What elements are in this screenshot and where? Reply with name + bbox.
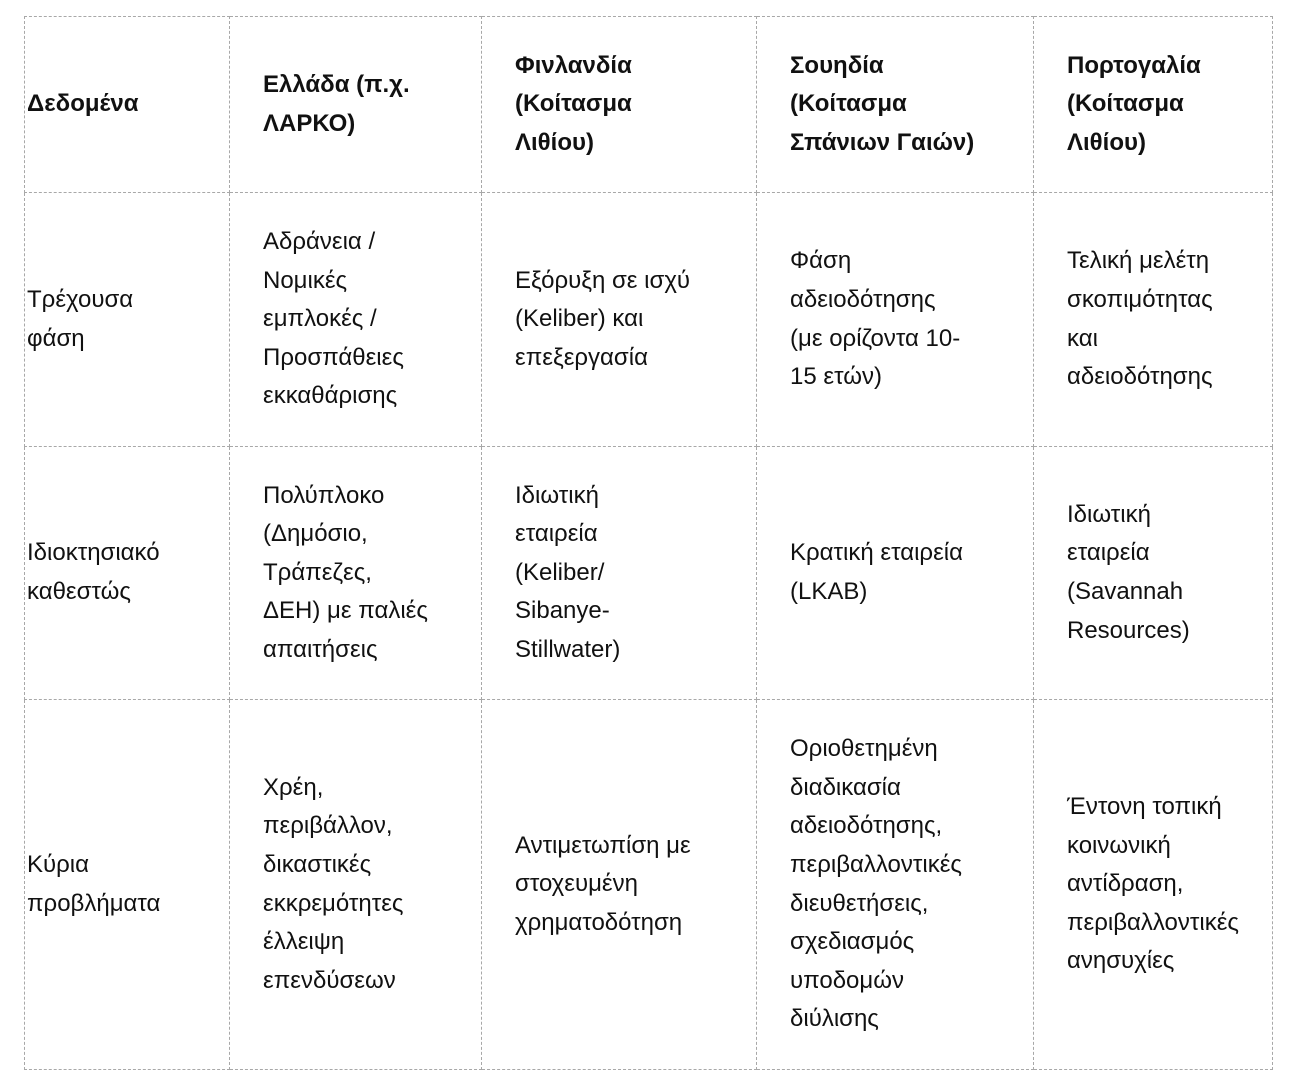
header-cell-greece xyxy=(230,17,482,193)
cell-text: Εξόρυξη σε ισχύ (Keliber) και επεξεργασία xyxy=(515,266,691,371)
header-cell-sweden xyxy=(757,17,1034,193)
header-text: Δεδομένα xyxy=(27,90,139,118)
table-cell xyxy=(1034,700,1273,1070)
table-row xyxy=(25,193,1273,447)
table-cell xyxy=(482,700,757,1070)
cell-text: Οριοθετημένη διαδικασία αδειοδότησης, περιβαλλοντικές διευθετήσεις, σχεδιασμός υποδομών διύλισης xyxy=(790,735,962,1033)
table-cell xyxy=(482,447,757,700)
cell-text: Ιδιωτική εταιρεία (Keliber/ Sibanye- Stillwater) xyxy=(515,481,621,663)
header-text: Πορτογαλία (Κοίτασμα Λιθίου) xyxy=(1067,51,1201,156)
cell-text: Ιδιωτική εταιρεία (Savannah Resources) xyxy=(1067,500,1190,644)
header-text: Ελλάδα (π.χ. ΛΑΡΚΟ) xyxy=(263,70,410,137)
cell-text: Χρέη, περιβάλλον, δικαστικές εκκρεμότητες έλλειψη επενδύσεων xyxy=(263,773,404,994)
header-cell-finland xyxy=(482,17,757,193)
cell-text: Φάση αδειοδότησης (με ορίζοντα 10- 15 ετών) xyxy=(790,247,961,391)
cell-text: Τελική μελέτη σκοπιμότητας και αδειοδότησης xyxy=(1067,247,1213,391)
table-cell xyxy=(230,700,482,1070)
table-cell xyxy=(1034,447,1273,700)
table-row xyxy=(25,447,1273,700)
table-cell xyxy=(230,193,482,447)
header-cell-portugal xyxy=(1034,17,1273,193)
header-text: Σουηδία (Κοίτασμα Σπάνιων Γαιών) xyxy=(790,51,975,156)
row-label: Ιδιοκτησιακό καθεστώς xyxy=(27,539,160,605)
table-cell xyxy=(1034,193,1273,447)
table-cell xyxy=(757,193,1034,447)
table-cell xyxy=(482,193,757,447)
table-cell xyxy=(757,447,1034,700)
cell-text: Αδράνεια / Νομικές εμπλοκές / Προσπάθειες εκκαθάρισης xyxy=(263,228,404,410)
row-label-cell xyxy=(25,700,230,1070)
header-cell-data xyxy=(25,17,230,193)
table-cell xyxy=(230,447,482,700)
row-label: Τρέχουσα φάση xyxy=(27,285,134,352)
cell-text: Έντονη τοπική κοινωνική αντίδραση, περιβαλλοντικές ανησυχίες xyxy=(1067,793,1239,975)
comparison-table xyxy=(24,16,1273,1070)
cell-text: Αντιμετωπίση με στοχευμένη χρηματοδότηση xyxy=(515,831,691,936)
header-text: Φινλανδία (Κοίτασμα Λιθίου) xyxy=(515,51,632,156)
row-label: Κύρια προβλήματα xyxy=(27,850,161,917)
cell-text: Κρατική εταιρεία (LKAB) xyxy=(790,539,963,605)
table-cell xyxy=(757,700,1034,1070)
row-label-cell xyxy=(25,193,230,447)
header-row xyxy=(25,17,1273,193)
row-label-cell xyxy=(25,447,230,700)
cell-text: Πολύπλοκο (Δημόσιο, Τράπεζες, ΔΕΗ) με παλιές απαιτήσεις xyxy=(263,481,428,663)
table-row xyxy=(25,700,1273,1070)
